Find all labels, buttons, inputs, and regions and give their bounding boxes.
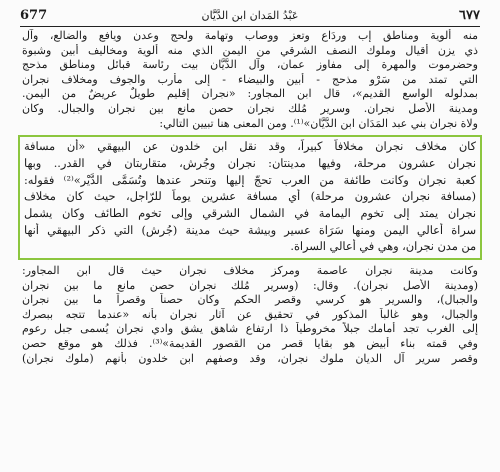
text-line: نجران عشرون مرحلة، وفيها مدينتان: نجران وجُرش، متقاربتان في القدر.. وبها <box>24 156 476 170</box>
text-line: منه ألوية ومناطق إب وردَاع وتعز ووصاب وتهامة ولحج وعدن ويافع والضالع، وآل <box>22 29 478 42</box>
text-line: التي تمتد من سَرْو مذحج - أبين والبيضاء - إلى مأرب والجوف ومخلاف نجران <box>22 72 478 86</box>
text-line: كان مخلاف نجران مخلافاً كبيراً، وقد نقل ابن خلدون عن البيهقي «أن مسافة <box>24 140 476 154</box>
highlighted-passage <box>18 135 482 260</box>
page-number-arabic: ٦٧٧ <box>459 8 480 23</box>
page-number-latin: 677 <box>20 8 48 23</box>
text-line: (ومدينة الأصل نجران). وقال: (وسرير مُلك نجران حصن مانع ما بين نجران <box>22 278 478 292</box>
text-line: ذي يزن أقيال وملوك النصف الشرقي من اليمن الذي منه ألوية ومخاليف أبين وشبوة <box>22 43 478 57</box>
text-line: ومدينة الأصل نجران. وسرير مُلك نجران حصن مانع بين نجران والجبال. وكان <box>22 101 478 115</box>
text-line: وحضرموت والمهرة إلى مفاوز عمان، وآل الدَّيَّان بيت رئاسة قبائل ومناطق مذحج <box>22 58 478 72</box>
text-line: نجران يمتد إلى تخوم اليمامة في الشمال الشرقي وإلى تخوم الطائف وكان يشمل <box>24 206 476 220</box>
page-header <box>20 8 480 27</box>
text-line: سراة أعالي اليمن ومنها سَرَاة عسير وبيشة حيث مدينة (جُرش) التي ذكر البيهقي أنها <box>24 223 476 237</box>
bottom-paragraph <box>22 264 478 366</box>
running-title: عَبْدُ المَدان ابن الدَّيَّان <box>201 9 299 22</box>
text-line: كعبة نجران وكانت طائفة من العرب تحجّ إليها وتنحر عندها وتُسَمَّى الدَّيْر»⁽²⁾ فقوله: <box>24 173 476 187</box>
text-line: إلى الغرب تجد أمامك جبلاً مخروطياً ذا ارتفاع شاهق يشق وادي نجران يُسمى جبل رعوم <box>22 322 478 336</box>
text-line: والجبال، وهو غالباً المذكور في تحقيق عن آثار نجران بأنه «عندما تتجه ببصرك <box>22 307 478 321</box>
text-line: وقصر سرير آل الديان ملوك نجران، وقد وصفهم ابن خلدون بأنهم (ملوك نجران) <box>22 351 478 365</box>
top-paragraph <box>22 29 478 131</box>
text-line: والجبال)، والسرير هو كرسي وقصر الحكم وكان حصناً وقصراً ما بين نجران <box>22 293 478 307</box>
text-line: من مدن نجران، وهي في أعالي السراة. <box>290 240 476 254</box>
text-line: وفي قمته بناء أبيض هو بقايا قصر من القصور القديمة»⁽³⁾. فذلك هو موقع حصن <box>22 336 478 350</box>
page-body <box>22 29 478 366</box>
text-line: بمدلوله الواسع القديم»، قال ابن المجاور: «نجران إقليم طويلٌ عريضٌ من اليمن. <box>22 87 478 101</box>
text-line: (مسافة نجران عشرون مرحلة) أي مسافة عشرين يوماً للرّاجل، حيث كان مخلاف <box>24 190 476 204</box>
text-line: وكانت مدينة نجران عاصمة ومركز مخلاف نجران حيث قال ابن المجاور: <box>22 263 478 277</box>
text-line: ولاة نجران بني عبد المَدَان ابن الدَّيَّان»⁽¹⁾. ومن المعنى هنا تبيين التالي: <box>159 116 478 130</box>
